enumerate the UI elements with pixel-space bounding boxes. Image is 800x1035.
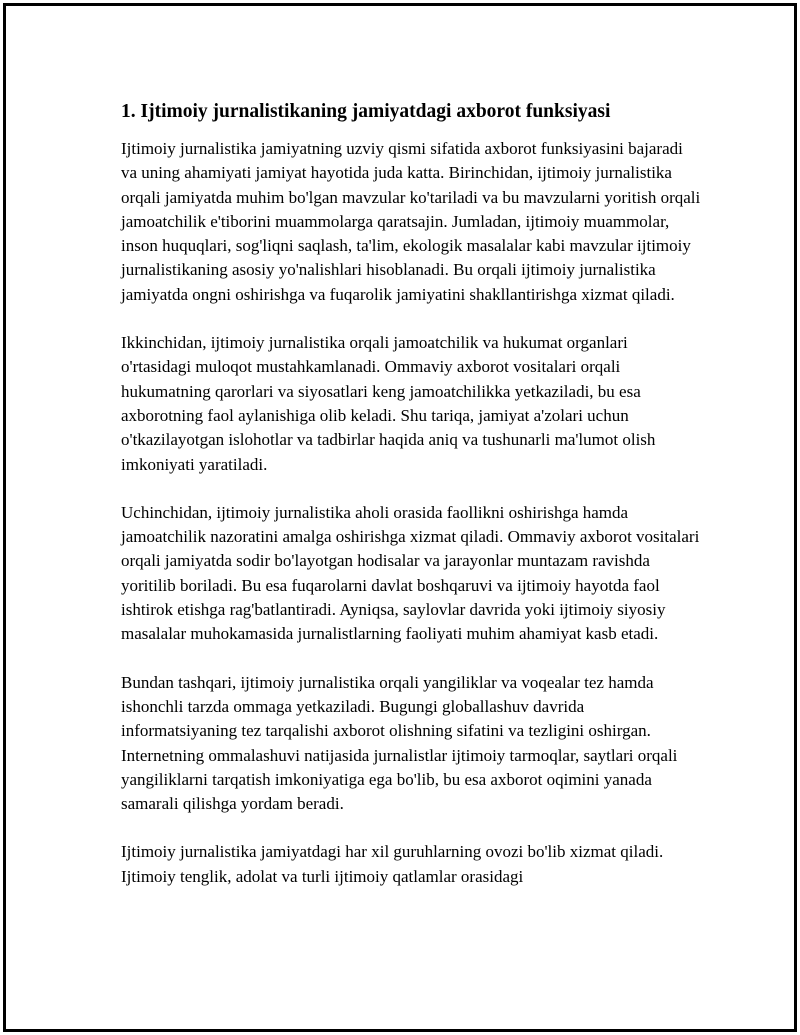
- page-title: 1. Ijtimoiy jurnalistikaning jamiyatdagi axborot funksiyasi: [121, 101, 611, 122]
- document-body: [121, 99, 701, 889]
- page-frame: [3, 3, 797, 1032]
- paragraph-2: Ikkinchidan, ijtimoiy jurnalistika orqali jamoatchilik va hukumat organlari o'rtasidagi muloqot mustahkamlanadi. Ommaviy axborot vositalari orqali hukumatning qarorlari va siyosatlari keng jamoatchilikka yetkaziladi, bu esa axborotning faol aylanishiga olib keladi. Shu tariqa, jamiyat a'zolari uchun o'tkazilayotgan islohotlar va tadbirlar haqida aniq va tushunarli ma'lumot olish imkoniyati yaratiladi.: [121, 333, 656, 474]
- paragraph-5: Ijtimoiy jurnalistika jamiyatdagi har xil guruhlarning ovozi bo'lib xizmat qiladi. Ijtimoiy tenglik, adolat va turli ijtimoiy qatlamlar orasidagi: [121, 842, 664, 886]
- paragraph-3: Uchinchidan, ijtimoiy jurnalistika aholi orasida faollikni oshirishga hamda jamoatchilik nazoratini amalga oshirishga xizmat qiladi. Ommaviy axborot vositalari orqali jamiyatda sodir bo'layotgan hodisalar va jarayonlar muntazam ravishda yoritilib boriladi. Bu esa fuqarolarni davlat boshqaruvi va ijtimoiy hayotda faol ishtirok etishga rag'batlantiradi. Ayniqsa, saylovlar davrida yoki ijtimoiy siyosiy masalalar muhokamasida jurnalistlarning faoliyati muhim ahamiyat kasb etadi.: [121, 502, 700, 644]
- paragraph-4: Bundan tashqari, ijtimoiy jurnalistika orqali yangiliklar va voqealar tez hamda ishonchli tarzda ommaga yetkaziladi. Bugungi globallashuv davrida informatsiyaning tez tarqalishi axborot olishning sifatini va tezligini oshirgan. Internetning ommalashuvi natijasida jurnalistlar ijtimoiy tarmoqlar, saytlari orqali yangiliklarni tarqatish imkoniyatiga ega bo'lib, bu esa axborot oqimini yanada samarali qilishga yordam beradi.: [121, 672, 678, 814]
- paragraph-1: Ijtimoiy jurnalistika jamiyatning uzviy qismi sifatida axborot funksiyasini bajaradi va uning ahamiyati jamiyat hayotida juda katta. Birinchidan, ijtimoiy jurnalistika orqali jamiyatda muhim bo'lgan mavzular ko'tariladi va bu mavzularni yoritish orqali jamoatchilik e'tiborini muammolarga qaratsajin. Jumladan, ijtimoiy muammolar, inson huquqlari, sog'liqni saqlash, ta'lim, ekologik masalalar kabi mavzular ijtimoiy jurnalistikaning asosiy yo'nalishlari hisoblanadi. Bu orqali ijtimoiy jurnalistika jamiyatda ongni oshirishga va fuqarolik jamiyatini shakllantirishga xizmat qiladi.: [121, 139, 701, 304]
